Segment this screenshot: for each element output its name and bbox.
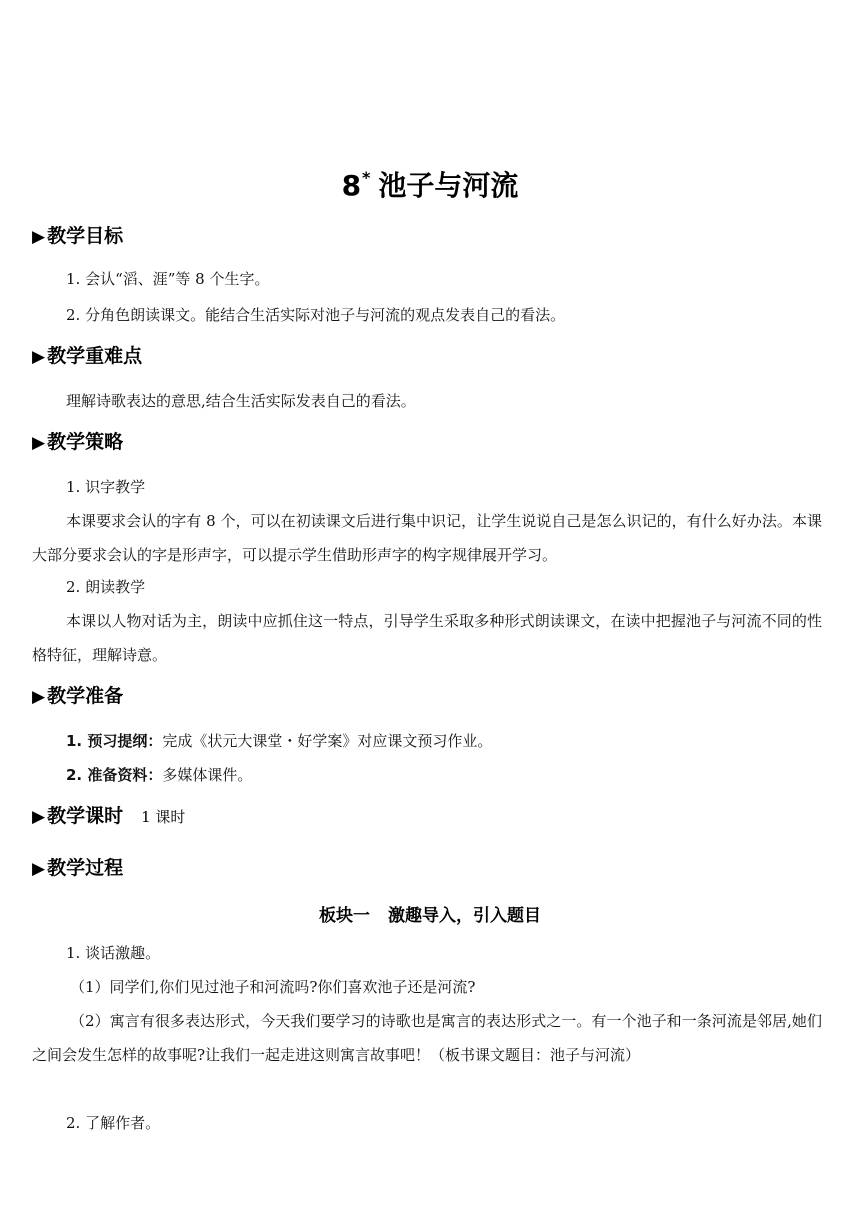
star-mark: * [362, 168, 371, 187]
triangle-bullet-icon: ▶ [32, 347, 46, 367]
triangle-bullet-icon: ▶ [32, 433, 46, 453]
prep-item: 1. 预习提纲：完成《状元大课堂・好学案》对应课文预习作业。 [66, 732, 493, 750]
process-step: 2. 了解作者。 [66, 1114, 161, 1132]
process-step: 1. 谈话激趣。 [66, 944, 161, 962]
heading-prep: ▶ 教学准备 [32, 685, 124, 707]
strategy-title: 1. 识字教学 [66, 478, 146, 496]
strategy-title: 2. 朗读教学 [66, 578, 146, 596]
goal-item: 1. 会认“滔、涯”等 8 个生字。 [66, 270, 270, 288]
process-question: （1）同学们,你们见过池子和河流吗?你们喜欢池子还是河流? [70, 978, 476, 996]
heading-process: ▶ 教学过程 [32, 857, 124, 879]
process-question: （2）寓言有很多表达形式，今天我们要学习的诗歌也是寓言的表达形式之一。有一个池子和一条河流是邻居,她们之间会发生怎样的故事呢?让我们一起走进这则寓言故事吧！（板书课文题目：池子与河流） [32, 1012, 822, 1064]
heading-goals: ▶ 教学目标 [32, 225, 124, 247]
triangle-bullet-icon: ▶ [32, 227, 46, 247]
triangle-bullet-icon: ▶ [32, 859, 46, 879]
strategy-paragraph: 本课要求会认的字有 8 个，可以在初读课文后进行集中识记，让学生说说自己是怎么识记的，有什么好办法。本课大部分要求会认的字是形声字，可以提示学生借助形声字的构字规律展开学习。 [32, 512, 822, 564]
goal-item: 2. 分角色朗读课文。能结合生活实际对池子与河流的观点发表自己的看法。 [66, 306, 566, 324]
heading-strategy: ▶ 教学策略 [32, 431, 124, 453]
key-points-text: 理解诗歌表达的意思,结合生活实际发表自己的看法。 [66, 392, 416, 410]
triangle-bullet-icon: ▶ [32, 687, 46, 707]
page-title [0, 156, 860, 200]
lesson-number: 8 [341, 169, 362, 202]
triangle-bullet-icon: ▶ [32, 807, 46, 827]
heading-class-hours: ▶ 教学课时 1 课时 [32, 805, 186, 827]
class-hours-value: 1 课时 [141, 808, 186, 826]
heading-key-points: ▶ 教学重难点 [32, 345, 143, 367]
section-heading: 板块一 激趣导入，引入题目 [319, 906, 541, 926]
lesson-title: 池子与河流 [378, 169, 519, 202]
prep-item: 2. 准备资料：多媒体课件。 [66, 766, 253, 784]
strategy-paragraph: 本课以人物对话为主，朗读中应抓住这一特点，引导学生采取多种形式朗读课文，在读中把握池子与河流不同的性格特征，理解诗意。 [32, 612, 822, 664]
